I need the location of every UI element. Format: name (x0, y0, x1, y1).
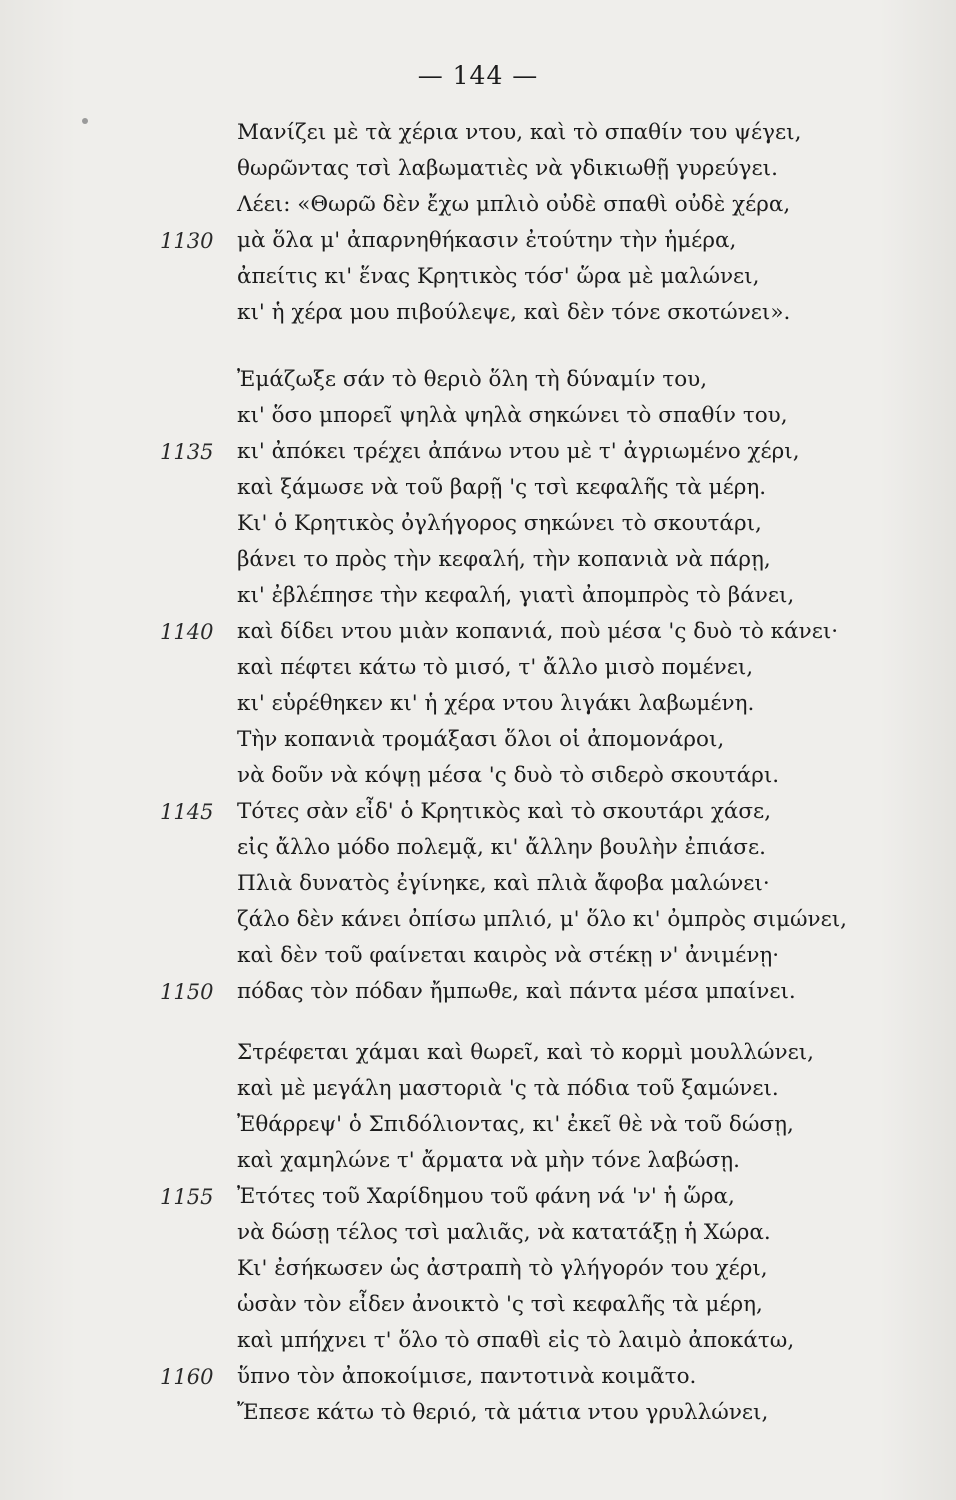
verse-text: καὶ ξάμωσε νὰ τοῦ βαρῇ 'ς τσὶ κεφαλῆς τὰ μέρη. (237, 475, 767, 500)
verse-text: Τότες σὰν εἶδ' ὁ Κρητικὸς καὶ τὸ σκουτάρι χάσε, (237, 799, 772, 824)
verse-text: καὶ δίδει ντου μιὰν κοπανιά, ποὺ μέσα 'ς δυὸ τὸ κάνει· (237, 619, 839, 644)
stanza-1 (0, 115, 956, 331)
verse-line (0, 223, 956, 259)
line-number: 1150 (160, 980, 214, 1004)
verse-text: κι' ἡ χέρα μου πιβούλεψε, καὶ δὲν τόνε σκοτώνει». (237, 300, 791, 325)
verse-text: κι' ἐβλέπησε τὴν κεφαλή, γιατὶ ἀπομπρὸς τὸ βάνει, (237, 583, 795, 608)
verse-line (0, 794, 956, 830)
verse-line (0, 830, 956, 866)
verse-line (0, 470, 956, 506)
verse-text: πόδας τὸν πόδαν ἤμπωθε, καὶ πάντα μέσα μπαίνει. (237, 979, 796, 1004)
verse-text: ζάλο δὲν κάνει ὀπίσω μπλιό, μ' ὅλο κι' ὀμπρὸς σιμώνει, (237, 907, 847, 932)
verse-line (0, 722, 956, 758)
verse-line (0, 1143, 956, 1179)
stanza-2 (0, 362, 956, 1010)
verse-line (0, 1179, 956, 1215)
verse-text: νὰ δοῦν νὰ κόψῃ μέσα 'ς δυὸ τὸ σιδερὸ σκουτάρι. (237, 763, 780, 788)
verse-line (0, 1287, 956, 1323)
verse-text: καὶ μπήχνει τ' ὅλο τὸ σπαθὶ εἰς τὸ λαιμὸ ἀποκάτω, (237, 1328, 795, 1353)
line-number: 1155 (160, 1185, 214, 1209)
verse-line (0, 398, 956, 434)
verse-text: Τὴν κοπανιὰ τρομάξασι ὅλοι οἱ ἀπομονάροι, (237, 727, 725, 752)
verse-line (0, 1359, 956, 1395)
verse-text: Κι' ὁ Κρητικὸς ὀγλήγορος σηκώνει τὸ σκουτάρι, (237, 511, 762, 536)
verse-text: κι' εὑρέθηκεν κι' ἡ χέρα ντου λιγάκι λαβωμένη. (237, 691, 755, 716)
verse-text: κι' ὅσο μπορεῖ ψηλὰ ψηλὰ σηκώνει τὸ σπαθίν του, (237, 403, 788, 428)
line-number: 1145 (160, 800, 214, 824)
verse-line (0, 542, 956, 578)
page-number: — 144 — (417, 61, 539, 90)
verse-text: Κι' ἐσήκωσεν ὡς ἀστραπὴ τὸ γλήγορόν του χέρι, (237, 1256, 768, 1281)
verse-line (0, 686, 956, 722)
verse-line (0, 1323, 956, 1359)
verse-line (0, 650, 956, 686)
verse-line (0, 614, 956, 650)
verse-text: Λέει: «Θωρῶ δὲν ἔχω μπλιὸ οὐδὲ σπαθὶ οὐδὲ χέρα, (237, 192, 791, 217)
verse-line (0, 578, 956, 614)
verse-text: βάνει το πρὸς τὴν κεφαλή, τὴν κοπανιὰ νὰ πάρῃ, (237, 547, 771, 572)
verse-line (0, 1395, 956, 1431)
verse-line (0, 434, 956, 470)
verse-line (0, 1107, 956, 1143)
verse-line (0, 1071, 956, 1107)
verse-line (0, 1251, 956, 1287)
verse-text: Πλιὰ δυνατὸς ἐγίνηκε, καὶ πλιὰ ἄφοβα μαλώνει· (237, 871, 770, 896)
verse-line (0, 938, 956, 974)
verse-text: νὰ δώσῃ τέλος τσὶ μαλιᾶς, νὰ κατατάξῃ ἡ Χώρα. (237, 1220, 771, 1245)
verse-text: καὶ πέφτει κάτω τὸ μισό, τ' ἄλλο μισὸ πομένει, (237, 655, 754, 680)
verse-line (0, 362, 956, 398)
verse-text: ὡσὰν τὸν εἶδεν ἀνοικτὸ 'ς τσὶ κεφαλῆς τὰ μέρη, (237, 1292, 763, 1317)
verse-text: καὶ δὲν τοῦ φαίνεται καιρὸς νὰ στέκῃ ν' ἀνιμένῃ· (237, 943, 780, 968)
verse-line (0, 974, 956, 1010)
verse-line (0, 866, 956, 902)
verse-line (0, 151, 956, 187)
verse-line (0, 902, 956, 938)
verse-line (0, 187, 956, 223)
verse-line (0, 506, 956, 542)
stanza-3 (0, 1035, 956, 1431)
verse-text: ὕπνο τὸν ἀποκοίμισε, παντοτινὰ κοιμᾶτο. (237, 1364, 697, 1389)
line-number: 1140 (160, 620, 214, 644)
verse-text: μὰ ὅλα μ' ἀπαρνηθήκασιν ἐτούτην τὴν ἡμέρα, (237, 228, 737, 253)
verse-text: κι' ἀπόκει τρέχει ἀπάνω ντου μὲ τ' ἀγριωμένο χέρι, (237, 439, 800, 464)
verse-line (0, 259, 956, 295)
verse-line (0, 1215, 956, 1251)
verse-text: καὶ μὲ μεγάλη μαστοριὰ 'ς τὰ πόδια τοῦ ξαμώνει. (237, 1076, 779, 1101)
verse-line (0, 115, 956, 151)
verse-line (0, 1035, 956, 1071)
verse-text: Ἔπεσε κάτω τὸ θεριό, τὰ μάτια ντου γρυλλώνει, (237, 1400, 769, 1425)
verse-line (0, 758, 956, 794)
verse-text: Μανίζει μὲ τὰ χέρια ντου, καὶ τὸ σπαθίν του ψέγει, (237, 120, 802, 145)
line-number: 1160 (160, 1365, 214, 1389)
line-number: 1130 (160, 229, 214, 253)
verse-text: εἰς ἄλλο μόδο πολεμᾷ, κι' ἄλλην βουλὴν ἐπιάσε. (237, 835, 766, 860)
line-number: 1135 (160, 440, 214, 464)
verse-text: θωρῶντας τσὶ λαβωματιὲς νὰ γδικιωθῇ γυρεύγει. (237, 156, 778, 181)
verse-line (0, 295, 956, 331)
verse-text: Ἐθάρρεψ' ὁ Σπιδόλιοντας, κι' ἐκεῖ θὲ νὰ τοῦ δώσῃ, (237, 1112, 794, 1137)
verse-text: Στρέφεται χάμαι καὶ θωρεῖ, καὶ τὸ κορμὶ μουλλώνει, (237, 1040, 815, 1065)
verse-text: Ἐτότες τοῦ Χαρίδημου τοῦ φάνη νά 'ν' ἡ ὥρα, (237, 1184, 735, 1209)
verse-text: καὶ χαμηλώνε τ' ἄρματα νὰ μὴν τόνε λαβώσῃ. (237, 1148, 740, 1173)
verse-text: ἀπείτις κι' ἕνας Κρητικὸς τόσ' ὥρα μὲ μαλώνει, (237, 264, 760, 289)
verse-text: Ἐμάζωξε σάν τὸ θεριὸ ὅλη τὴ δύναμίν του, (237, 367, 708, 392)
